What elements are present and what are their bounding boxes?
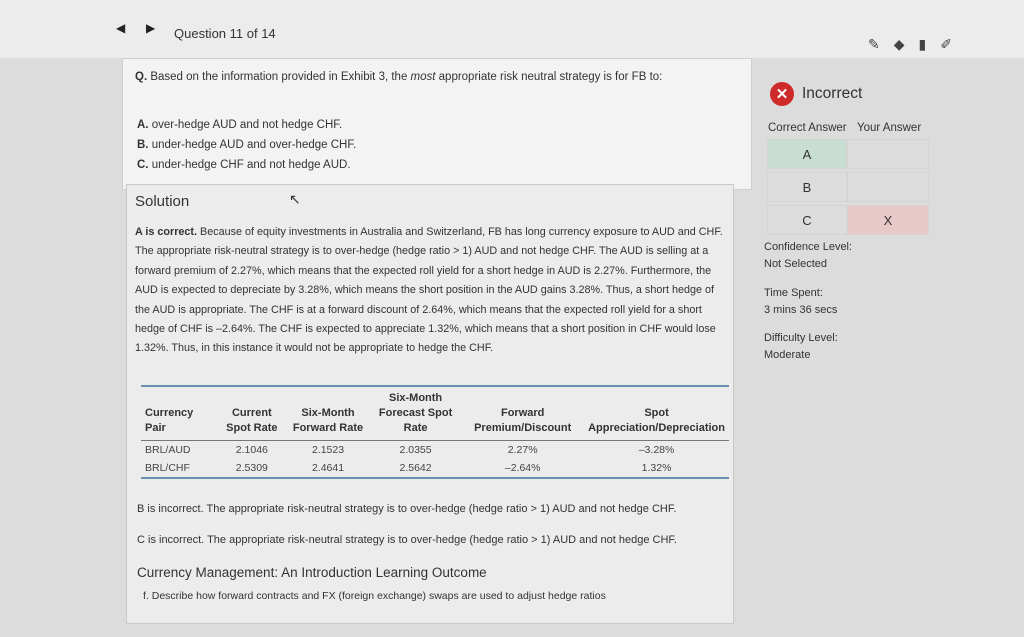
question-panel <box>122 58 752 190</box>
eraser-icon[interactable]: ◆ <box>893 36 905 52</box>
confidence-value: Not Selected <box>764 258 827 270</box>
column-header: Forward Premium/Discount <box>461 386 584 441</box>
table-header-row <box>141 386 729 441</box>
question-prefix: Q. <box>135 71 148 83</box>
exhibit-table <box>141 385 729 479</box>
correct-answer-header: Correct Answer <box>768 122 847 134</box>
solution-panel <box>126 184 734 624</box>
table-cell: 1.32% <box>641 462 672 474</box>
confidence-label: Confidence Level: <box>764 241 853 253</box>
option-b[interactable] <box>137 135 356 155</box>
answer-row-b <box>767 172 929 202</box>
table-cell: 2.0355 <box>399 444 432 456</box>
answer-row-c <box>767 205 929 235</box>
table-cell: 2.5309 <box>235 462 268 474</box>
mouse-cursor-icon: ↖ <box>289 191 301 207</box>
column-header: Six-Month Forward Rate <box>286 386 370 441</box>
your-answer-cell <box>847 139 929 169</box>
time-value: 3 mins 36 secs <box>764 304 838 316</box>
table-cell: –3.28% <box>638 444 675 456</box>
option-letter: C. <box>137 159 149 171</box>
bookmark-icon[interactable]: ▮ <box>918 36 927 52</box>
table-cell: BRL/AUD <box>145 444 191 456</box>
answer-options <box>137 115 356 175</box>
your-answer-header: Your Answer <box>857 122 922 134</box>
table-cell: 2.5642 <box>399 462 432 474</box>
question-counter: Question 11 of 14 <box>174 26 276 41</box>
correct-answer-cell: A <box>767 139 847 169</box>
answer-row-a <box>767 139 929 169</box>
column-header: Spot Appreciation/Depreciation <box>584 386 729 441</box>
status-label: Incorrect <box>802 85 863 102</box>
option-text: under-hedge AUD and over-hedge CHF. <box>151 139 357 151</box>
table-row <box>141 441 729 460</box>
previous-arrow-icon[interactable]: ◀ <box>116 21 126 35</box>
difficulty-value: Moderate <box>764 349 811 361</box>
table-cell: BRL/CHF <box>145 462 190 474</box>
table-row <box>141 459 729 478</box>
b-incorrect-explanation: B is incorrect. The appropriate risk-neutral strategy is to over-hedge (hedge ratio > 1) AUD and not hedge CHF. <box>137 503 677 515</box>
answer-cell: B <box>767 172 847 202</box>
difficulty-label: Difficulty Level: <box>764 332 838 344</box>
option-a[interactable] <box>137 115 356 135</box>
solution-explanation <box>135 223 731 359</box>
question-text-after: appropriate risk neutral strategy is for FB to: <box>435 71 663 83</box>
your-answer-cell-selected: X <box>847 205 929 235</box>
your-answer-cell <box>847 172 929 202</box>
column-header: Currency Pair <box>141 386 218 441</box>
time-spent <box>764 285 837 319</box>
table-cell: 2.27% <box>507 444 538 456</box>
option-letter: A. <box>137 119 149 131</box>
learning-outcome-item: f. Describe how forward contracts and FX (foreign exchange) swaps are used to adjust hedge ratios <box>143 590 606 602</box>
question-text-before: Based on the information provided in Exhibit 3, the <box>150 71 411 83</box>
table-cell: 2.1046 <box>235 444 268 456</box>
c-incorrect-explanation: C is incorrect. The appropriate risk-neutral strategy is to over-hedge (hedge ratio > 1) AUD and not hedge CHF. <box>137 534 677 546</box>
top-bar <box>0 0 1024 58</box>
answer-cell: C <box>767 205 847 235</box>
incorrect-x-icon: ✕ <box>770 82 794 106</box>
table-cell: 2.4641 <box>311 462 345 474</box>
solution-body: Because of equity investments in Australia and Switzerland, FB has long currency exposure to AUD and CHF. The appropriate risk-neutral strategy is to over-hedge (hedge ratio > 1) AUD and not hedge CHF. The AUD is selling at a forward premium of 2.27%, which means that the expected roll yield for a short hedge in AUD is 2.27%. Furthermore, the AUD is expected to depreciate by 3.28%, which means the short position in the AUD gains 3.28%. Thus, a short hedge of the AUD is appropriate. The CHF is at a forward discount of 2.64%, which means that the expected roll yield for a short hedge of CHF is –2.64%. The CHF is expected to appreciate 1.32%, which means that a short position in CHF would lose 1.32%. Thus, in this instance it would not be appropriate to hedge the CHF. <box>135 226 723 355</box>
notes-pencil-icon[interactable]: ✐ <box>940 36 952 52</box>
solution-title: Solution <box>135 193 190 210</box>
column-header: Current Spot Rate <box>218 386 287 441</box>
option-c[interactable] <box>137 155 356 175</box>
confidence-level <box>764 239 852 273</box>
table-cell: 2.1523 <box>311 444 345 456</box>
table-cell: –2.64% <box>504 462 541 474</box>
result-status <box>770 82 862 106</box>
solution-lead: A is correct. <box>135 226 198 238</box>
difficulty-level <box>764 330 838 364</box>
next-arrow-icon[interactable]: ▶ <box>146 21 156 35</box>
learning-outcome-title: Currency Management: An Introduction Learning Outcome <box>137 565 487 580</box>
option-letter: B. <box>137 139 149 151</box>
toolbar <box>868 36 952 53</box>
result-panel <box>756 72 936 372</box>
question-text <box>135 71 662 83</box>
option-text: under-hedge CHF and not hedge AUD. <box>151 159 351 171</box>
option-text: over-hedge AUD and not hedge CHF. <box>151 119 343 131</box>
time-label: Time Spent: <box>764 287 823 299</box>
column-header: Six-Month Forecast Spot Rate <box>370 386 461 441</box>
highlighter-icon[interactable]: ✎ <box>868 36 880 52</box>
question-emphasis: most <box>410 71 436 83</box>
